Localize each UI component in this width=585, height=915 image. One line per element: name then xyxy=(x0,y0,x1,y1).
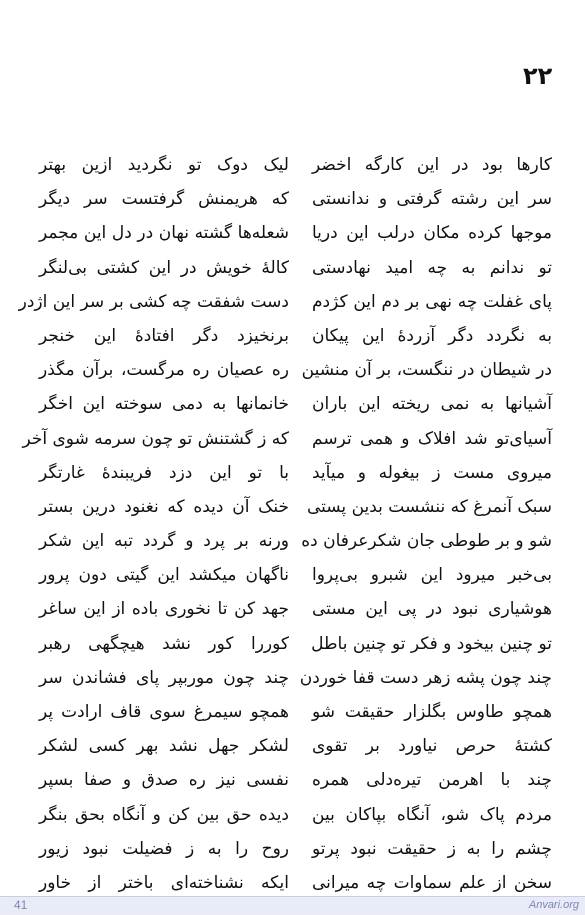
left-hemistich: همچو سیمرغ سوی قاف ارادت پر xyxy=(39,702,289,722)
right-hemistich: سخن از علم سماوات چه میرانی xyxy=(312,872,552,893)
left-hemistich: ایکه نشناخته‌ای باختر از خاور xyxy=(39,872,289,893)
right-hemistich: سبک آنمرغ که ننشست بدین پستی xyxy=(306,496,552,517)
right-hemistich: تو ندانم به چه امید نهادستی xyxy=(312,257,552,278)
left-hemistich: ورنه بر پرد و گردد تبه این شکر xyxy=(39,531,289,552)
left-hemistich: ره عصیان ره مرگست، برآن مگذر xyxy=(39,360,289,381)
left-hemistich: کالهٔ خویش در این کشتی بی‌لنگر xyxy=(39,257,289,278)
right-hemistich: سر این رشته گرفتی و ندانستی xyxy=(312,189,552,210)
left-hemistich: لشکر جهل نشد بهر کسی لشکر xyxy=(39,736,289,757)
right-hemistich: همچو طاوس بگلزار حقیقت شو xyxy=(312,702,552,722)
left-hemistich: ناگهان میکشد این گیتی دون پرور xyxy=(39,565,289,586)
right-hemistich: آشیانها به نمی ریخته این باران xyxy=(312,394,552,415)
left-hemistich: با تو این دزد فریبندهٔ غارتگر xyxy=(39,462,289,483)
left-hemistich: که هریمنش گرفتست سر دیگر xyxy=(39,189,289,210)
left-hemistich: خانمانها به دمی سوخته این اخگر xyxy=(39,394,289,415)
left-hemistich: خنک آن دیده که نغنود درین بستر xyxy=(39,496,289,517)
right-hemistich: شو و بر طوطی جان شکرعرفان ده xyxy=(301,531,552,552)
right-hemistich: موجها کرده مکان درلب این دریا xyxy=(312,223,552,244)
left-hemistich: نفسی نیز ره صدق و صفا بسپر xyxy=(39,770,289,791)
right-hemistich: تو چنین بیخود و فکر تو چنین باطل xyxy=(311,633,552,654)
right-hemistich: هوشیاری نبود در پی این مستی xyxy=(312,599,552,620)
right-hemistich: چشم را به ز حقیقت نبود پرتو xyxy=(312,838,552,859)
footer-site-name: Anvari.org xyxy=(528,899,579,911)
left-hemistich: جهد کن تا نخوری باده از این ساغر xyxy=(39,599,289,620)
right-hemistich: چند چون پشه زهر دست قفا خوردن xyxy=(299,667,552,688)
chapter-number: ۲۲ xyxy=(523,62,553,90)
right-hemistich: کشتهٔ حرص نیاورد بر تقوی xyxy=(312,736,552,757)
right-hemistich: میروی مست ز بیغوله و میآید xyxy=(312,462,552,483)
right-verse-column xyxy=(299,148,552,900)
footer-bar xyxy=(0,896,585,915)
right-hemistich: پای غفلت چه نهی بر دم این کژدم xyxy=(312,291,552,312)
left-hemistich: چند چون موربپر پای فشاندن سر xyxy=(39,667,289,688)
footer-page-number: 41 xyxy=(14,898,28,912)
right-hemistich: به نگردد دگر آزردهٔ این پیکان xyxy=(312,325,552,346)
left-hemistich: برنخیزد دگر افتادهٔ این خنجر xyxy=(39,325,289,346)
left-hemistich: شعله‌ها گشته نهان در دل این مجمر xyxy=(39,223,289,244)
left-hemistich: که ز گشتنش تو چون سرمه شوی آخر xyxy=(22,428,289,449)
right-hemistich: در شیطان در ننگست، بر آن منشین xyxy=(301,360,552,381)
right-hemistich: مردم پاک شو، آنگاه بپاکان بین xyxy=(312,804,552,825)
right-hemistich: چند با اهرمن تیره‌دلی همره xyxy=(312,770,552,791)
left-hemistich: کوررا کور نشد هیچگهی رهبر xyxy=(39,633,289,654)
right-hemistich: بی‌خبر میرود این شبرو بی‌پروا xyxy=(312,565,552,586)
left-hemistich: لیک دوک تو نگردید ازین بهتر xyxy=(39,155,289,175)
left-hemistich: دیده حق بین کن و آنگاه بحق بنگر xyxy=(39,804,289,825)
left-hemistich: روح را به ز فضیلت نبود زیور xyxy=(39,838,289,859)
left-verse-column xyxy=(18,148,289,900)
right-hemistich: آسیای‌تو شد افلاک و همی ترسم xyxy=(312,428,552,449)
right-hemistich: کارها بود در این کارگه اخضر xyxy=(312,155,552,175)
left-hemistich: دست شفقت چه کشی بر سر این اژدر xyxy=(18,291,289,312)
